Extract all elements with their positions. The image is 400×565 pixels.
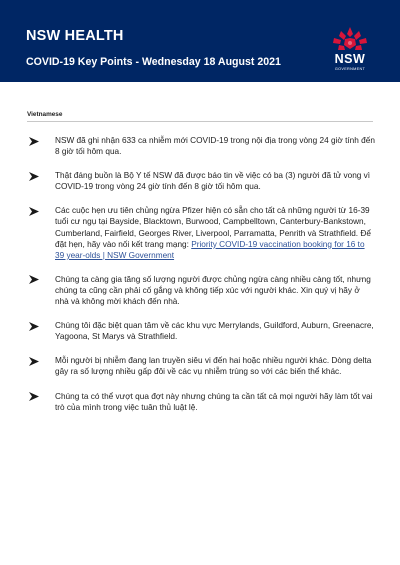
header-banner bbox=[0, 0, 400, 82]
bullet-text: Chúng tôi đặc biệt quan tâm về các khu vực Merrylands, Guildford, Auburn, Greenacre, Yagoona, St Marys và Strathfield. bbox=[55, 321, 374, 342]
header-title: NSW HEALTH bbox=[26, 28, 124, 44]
bullet-text: NSW đã ghi nhận 633 ca nhiễm mới COVID-19 trong nội địa trong vòng 24 giờ tính đến 8 giờ tối hôm qua. bbox=[55, 136, 375, 157]
list-item bbox=[27, 274, 375, 307]
section-divider bbox=[27, 121, 373, 122]
bullet-text: Các cuộc hẹn ưu tiên chủng ngừa Pfizer hiện có sẵn cho tất cả những người từ 16-39 tuổi cư ngụ tại Bayside, Blacktown, Burwood, Campbelltown, Canterbury-Bankstown, Cumberland, Fairfield, Georges River, Liverpool, Parramatta, Penrith và Strathfield. Để đặt hẹn, hãy vào nối kết trang mạng: bbox=[55, 206, 371, 249]
arrow-bullet-icon bbox=[29, 275, 39, 284]
bullet-text: Chúng ta càng gia tăng số lượng người được chủng ngừa càng nhiều càng tốt, nhưng chúng ta cũng cần phải cố gắng và không tiếp xúc với người khác. Xin quý vị hãy ở nhà và không mời khách đến nhà. bbox=[55, 274, 371, 307]
list-item bbox=[27, 170, 375, 192]
logo-government-text: GOVERNMENT bbox=[334, 67, 366, 71]
arrow-bullet-icon bbox=[29, 357, 39, 366]
logo-nsw-text: NSW bbox=[334, 52, 366, 66]
list-item bbox=[27, 391, 375, 413]
arrow-bullet-icon bbox=[29, 172, 39, 181]
bullet-text: Thật đáng buồn là Bộ Y tế NSW đã được báo tin về việc có ba (3) người đã tử vong vì COVID-19 trong vòng 24 giờ tính đến 8 giờ tối hôm qua. bbox=[55, 171, 371, 192]
bullet-text: Chúng ta có thể vượt qua đợt này nhưng chúng ta cần tất cả mọi người hãy làm tốt vai trò của mình trong việc tuân thủ luật lệ. bbox=[55, 391, 373, 412]
arrow-bullet-icon bbox=[29, 207, 39, 216]
arrow-bullet-icon bbox=[29, 137, 39, 146]
arrow-bullet-icon bbox=[29, 392, 39, 401]
header-subtitle: COVID-19 Key Points - Wednesday 18 August 2021 bbox=[26, 56, 281, 68]
list-item bbox=[27, 320, 375, 342]
list-item bbox=[27, 355, 375, 377]
bullet-text: Mỗi người bị nhiễm đang lan truyền siêu vi đến hai hoặc nhiều người khác. Dòng delta gây ra số lượng nhiều gấp đôi về các vụ nhiễm trùng so với các biến thể khác. bbox=[55, 356, 372, 377]
waratah-icon bbox=[330, 25, 370, 53]
vaccination-booking-link[interactable]: Priority COVID-19 vaccination booking for 16 to 39 year-olds | NSW Government bbox=[55, 239, 365, 260]
nsw-government-logo bbox=[326, 25, 374, 73]
language-label: Vietnamese bbox=[27, 111, 63, 118]
list-item bbox=[27, 205, 375, 260]
key-points-list bbox=[27, 135, 375, 426]
arrow-bullet-icon bbox=[29, 322, 39, 331]
list-item bbox=[27, 135, 375, 157]
